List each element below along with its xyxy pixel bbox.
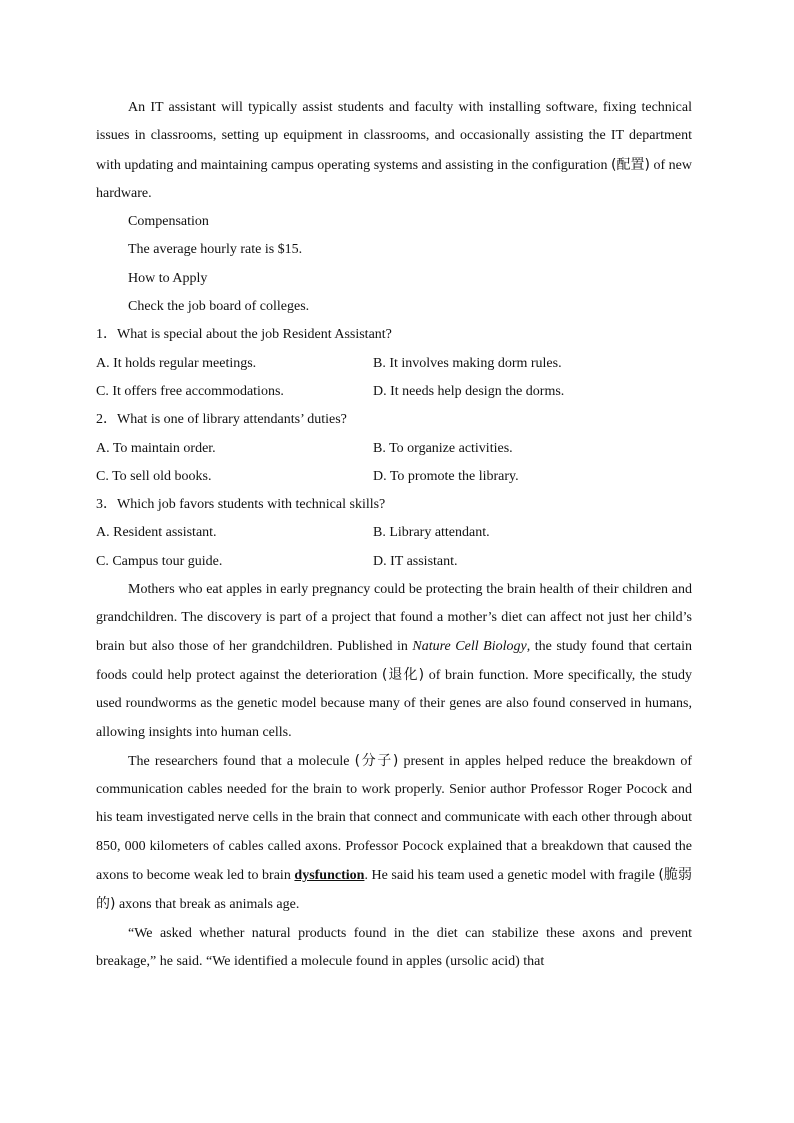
underlined-keyword: dysfunction bbox=[294, 868, 365, 884]
question-stem: 1．What is special about the job Resident Assistant? bbox=[96, 327, 392, 343]
option-a: A. Resident assistant. bbox=[96, 525, 217, 541]
line-check-job-board: Check the job board of colleges. bbox=[128, 299, 310, 315]
question-stem: 2．What is one of library attendants’ duties? bbox=[96, 412, 347, 428]
line-compensation: Compensation bbox=[128, 214, 209, 230]
question-2 bbox=[96, 406, 692, 491]
option-b: B. To organize activities. bbox=[373, 440, 513, 456]
option-b: B. Library attendant. bbox=[373, 525, 490, 541]
question-1 bbox=[96, 321, 692, 406]
chinese-gloss: (退化) bbox=[381, 666, 425, 683]
question-3 bbox=[96, 491, 692, 576]
option-c: C. Campus tour guide. bbox=[96, 553, 223, 569]
option-d: D. IT assistant. bbox=[373, 553, 458, 569]
journal-title: Nature Cell Biology bbox=[412, 638, 527, 654]
chinese-gloss: (分子) bbox=[354, 752, 399, 769]
option-d: D. It needs help design the dorms. bbox=[373, 383, 565, 399]
paragraph-it-assistant: An IT assistant will typically assist students and faculty with installing software, fixing technical issues in classrooms, setting up equipment in classrooms, and occasionally assisting the IT department with updating and maintaining campus operating systems and assisting in the configuration (配置) of new hardware. bbox=[96, 100, 692, 201]
option-a: A. It holds regular meetings. bbox=[96, 355, 257, 371]
chinese-gloss: (配置) bbox=[610, 156, 650, 173]
question-stem: 3．Which job favors students with technical skills? bbox=[96, 497, 386, 513]
option-a: A. To maintain order. bbox=[96, 440, 216, 456]
paragraph-apples-3: “We asked whether natural products found in the diet can stabilize these axons and prevent breakage,” he said. “We identified a molecule found in apples (ursolic acid) that bbox=[96, 925, 692, 969]
paragraph-apples-2: The researchers found that a molecule (分子) present in apples helped reduce the breakdown of communication cables needed for the brain to work properly. Senior author Professor Roger Pocock and his team investigated nerve cells in the brain that connect and communicate with each other through about 850, 000 kilometers of cables called axons. Professor Pocock explained that a breakdown that caused the axons to become weak led to brain dysfunction. He said his team used a genetic model with fragile (脆弱的) axons that break as animals age. bbox=[96, 752, 692, 913]
option-b: B. It involves making dorm rules. bbox=[373, 355, 562, 371]
option-c: C. It offers free accommodations. bbox=[96, 383, 284, 399]
option-d: D. To promote the library. bbox=[373, 468, 519, 484]
chinese-gloss: (脆弱的) bbox=[96, 867, 692, 913]
document-body bbox=[96, 94, 692, 976]
paragraph-apples-1: Mothers who eat apples in early pregnancy could be protecting the brain health of their children and grandchildren. The discovery is part of a project that found a mother’s diet can affect not just her child’s brain but also those of her grandchildren. Published in Nature Cell Biology, the study found that certain foods could help protect against the deterioration (退化) of brain function. More specifically, the study used roundworms as the genetic model because many of their genes are also found conserved in humans, allowing insights into human cells. bbox=[96, 582, 692, 740]
line-hourly-rate: The average hourly rate is $15. bbox=[128, 242, 303, 258]
option-c: C. To sell old books. bbox=[96, 468, 212, 484]
line-how-to-apply: How to Apply bbox=[128, 270, 208, 286]
